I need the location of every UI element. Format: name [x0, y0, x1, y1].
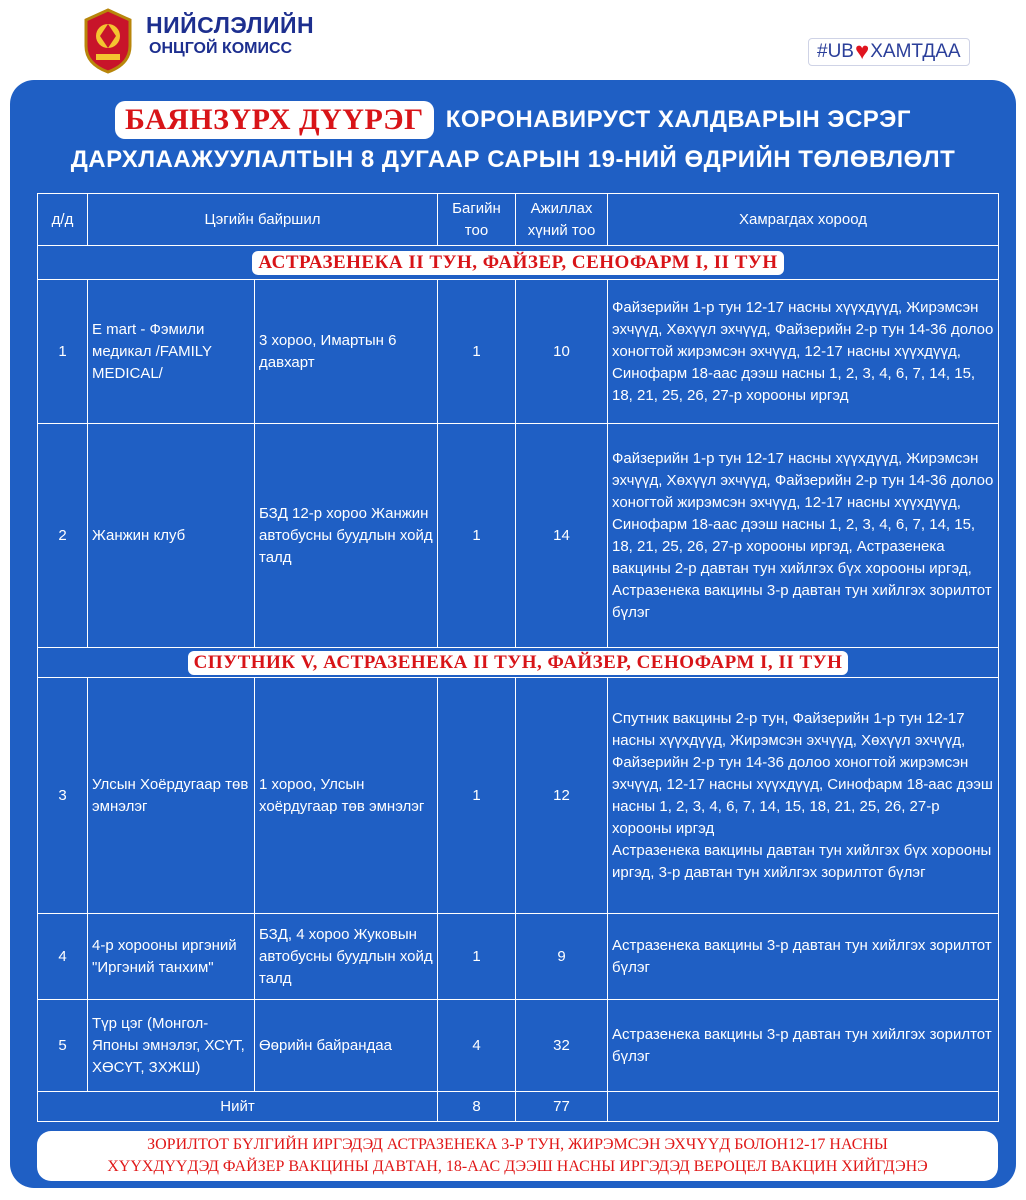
row-num: 4	[38, 914, 88, 1000]
row-name: 4-р хорооны иргэний "Иргэний танхим"	[88, 914, 255, 1000]
title-row	[10, 100, 1016, 140]
title-line2: ДАРХЛААЖУУЛАЛТЫН 8 ДУГААР САРЫН 19-НИЙ ӨДРИЙН ТӨЛӨВЛӨЛТ	[70, 146, 956, 173]
row-coverage: Файзерийн 1-р тун 12-17 насны хүүхдүүд, Жирэмсэн эхчүүд, Хөхүүл эхчүүд, Файзерийн 2-р тун 14-36 долоо хоногтой жирэмсэн эхчүүд, 12-17 насны хүүхдүүд, Синофарм 18-аас дээш насны 1, 2, 3, 4, 6, 7, 14, 15, 18, 21, 25, 26, 27-р хорооны иргэд	[608, 280, 999, 424]
row-staff: 32	[516, 1000, 608, 1092]
row-name: Жанжин клуб	[88, 424, 255, 648]
row-name: Улсын Хоёрдугаар төв эмнэлэг	[88, 678, 255, 914]
section-row	[38, 648, 999, 678]
row-teams: 1	[438, 424, 516, 648]
total-row	[38, 1092, 999, 1122]
table-row	[38, 280, 999, 424]
row-num: 5	[38, 1000, 88, 1092]
district-name: БАЯНЗҮРХ ДҮҮРЭГ	[115, 101, 434, 139]
header-num: д/д	[38, 194, 88, 246]
total-empty	[608, 1092, 999, 1122]
row-num: 1	[38, 280, 88, 424]
org-name-line1: НИЙСЛЭЛИЙН	[146, 12, 315, 38]
total-teams: 8	[438, 1092, 516, 1122]
row-address: 3 хороо, Имартын 6 давхарт	[255, 280, 438, 424]
row-coverage-part2: Астразенека вакцины давтан тун хийлгэх бүх хорооны иргэд, 3-р давтан тун хийлгэх зорилтот бүлэг	[612, 841, 992, 881]
row-address: БЗД 12-р хороо Жанжин автобусны буудлын хойд талд	[255, 424, 438, 648]
emblem-logo-icon	[78, 6, 138, 74]
table-row	[38, 424, 999, 648]
table-header-row	[38, 194, 999, 246]
section-title: АСТРАЗЕНЕКА II ТУН, ФАЙЗЕР, СЕНОФАРМ I, II ТУН	[252, 251, 783, 275]
table-row	[38, 678, 999, 914]
row-teams: 1	[438, 914, 516, 1000]
row-address: 1 хороо, Улсын хоёрдугаар төв эмнэлэг	[255, 678, 438, 914]
total-staff: 77	[516, 1092, 608, 1122]
heart-icon: ♥	[854, 38, 870, 65]
table-row	[38, 914, 999, 1000]
row-staff: 14	[516, 424, 608, 648]
header-teams: Багийн тоо	[438, 194, 516, 246]
row-coverage: Астразенека вакцины 3-р давтан тун хийлгэх зорилтот бүлэг	[608, 1000, 999, 1092]
row-staff: 12	[516, 678, 608, 914]
row-num: 3	[38, 678, 88, 914]
header-location: Цэгийн байршил	[88, 194, 438, 246]
schedule-table	[37, 193, 999, 1122]
footer-note	[37, 1131, 998, 1181]
row-num: 2	[38, 424, 88, 648]
org-name-line2: ОНЦГОЙ КОМИСС	[149, 40, 293, 57]
row-staff: 10	[516, 280, 608, 424]
row-name: E mart - Фэмили медикал /FAMILY MEDICAL/	[88, 280, 255, 424]
hashtag-prefix: #UB	[817, 41, 854, 62]
row-coverage: Файзерийн 1-р тун 12-17 насны хүүхдүүд, Жирэмсэн эхчүүд, Хөхүүл эхчүүд, Файзерийн 2-р тун 14-36 долоо хоногтой жирэмсэн эхчүүд, 12-17 насны хүүхдүүд, Синофарм 18-аас дээш насны 1, 2, 3, 4, 6, 7, 14, 15, 18, 21, 25, 26, 27-р хорооны иргэд, Астразенека вакцины 2-р давтан тун хийлгэх бүх хорооны иргэд, Астразенека вакцины 3-р давтан тун хийлгэх зорилтот бүлэг	[608, 424, 999, 648]
table-row	[38, 1000, 999, 1092]
header-staff: Ажиллах хүний тоо	[516, 194, 608, 246]
row-name: Түр цэг (Монгол-Японы эмнэлэг, ХСҮТ, ХӨСҮТ, ЗХЖШ)	[88, 1000, 255, 1092]
row-teams: 4	[438, 1000, 516, 1092]
total-label: Нийт	[38, 1092, 438, 1122]
row-coverage-part1: Спутник вакцины 2-р тун, Файзерийн 1-р тун 12-17 насны хүүхдүүд, Жирэмсэн эхчүүд, Хөхүүл эхчүүд, Файзерийн 2-р тун 14-36 долоо хоногтой жирэмсэн эхчүүд, 12-17 насны хүүхдүүд, Синофарм 18-аас дээш насны 1, 2, 3, 4, 6, 7, 14, 15, 18, 21, 25, 26, 27-р хорооны иргэд	[612, 709, 993, 837]
row-coverage	[608, 678, 999, 914]
hashtag-badge	[808, 38, 970, 66]
row-coverage: Астразенека вакцины 3-р давтан тун хийлгэх зорилтот бүлэг	[608, 914, 999, 1000]
hashtag-suffix: ХАМТДАА	[870, 41, 961, 62]
section-row	[38, 246, 999, 280]
main-panel	[10, 80, 1016, 1188]
row-address: Өөрийн байрандаа	[255, 1000, 438, 1092]
row-staff: 9	[516, 914, 608, 1000]
header	[0, 0, 1026, 80]
row-teams: 1	[438, 280, 516, 424]
title-line1: КОРОНАВИРУСТ ХАЛДВАРЫН ЭСРЭГ	[445, 106, 911, 133]
section-title: СПУТНИК V, АСТРАЗЕНЕКА II ТУН, ФАЙЗЕР, СЕНОФАРМ I, II ТУН	[188, 651, 849, 675]
footer-line1: ЗОРИЛТОТ БҮЛГИЙН ИРГЭДЭД АСТРАЗЕНЕКА 3-Р ТУН, ЖИРЭМСЭН ЭХЧҮҮД БОЛОН12-17 НАСНЫ	[147, 1136, 888, 1153]
row-teams: 1	[438, 678, 516, 914]
footer-line2: ХҮҮХДҮҮДЭД ФАЙЗЕР ВАКЦИНЫ ДАВТАН, 18-ААС ДЭЭШ НАСНЫ ИРГЭДЭД ВЕРОЦЕЛ ВАКЦИН ХИЙГДЭНЭ	[107, 1158, 928, 1175]
row-address: БЗД, 4 хороо Жуковын автобусны буудлын хойд талд	[255, 914, 438, 1000]
header-coverage: Хамрагдах хороод	[608, 194, 999, 246]
